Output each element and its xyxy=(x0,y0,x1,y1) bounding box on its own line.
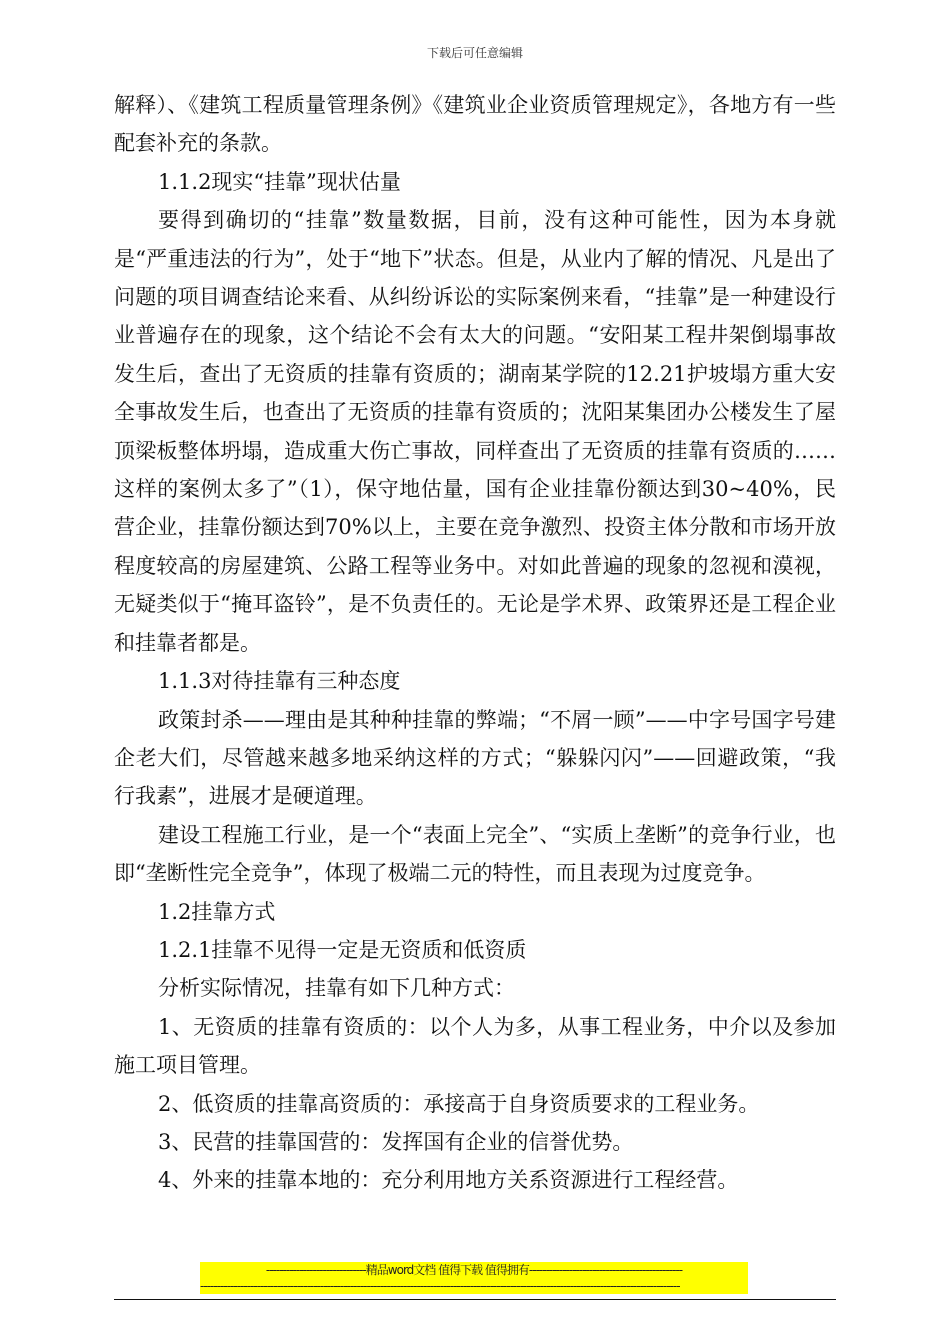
list-item: 2、低资质的挂靠高资质的：承接高于自身资质要求的工程业务。 xyxy=(158,1091,760,1116)
paragraph: 要得到确切的“挂靠”数量数据，目前，没有这种可能性，因为本身就是“严重违法的行为”，处于“地下”状态。但是，从业内了解的情况、凡是出了问题的项目调查结论来看、从纠纷诉讼的实际案例来看，“挂靠”是一种建设行业普遍存在的现象，这个结论不会有太大的问题。“安阳某工程井架倒塌事故发生后，查出了无资质的挂靠有资质的；湖南某学院的12.21护坡塌方重大安全事故发生后，也查出了无资质的挂靠有资质的；沈阳某集团办公楼发生了屋顶梁板整体坍塌，造成重大伤亡事故，同样查出了无资质的挂靠有资质的……这样的案例太多了”（1），保守地估量，国有企业挂靠份额达到30~40%，民营企业，挂靠份额达到70%以上，主要在竞争激烈、投资主体分散和市场开放程度较高的房屋建筑、公路工程等业务中。对如此普遍的现象的忽视和漠视，无疑类似于“掩耳盗铃”，是不负责任的。无论是学术界、政策界还是工程企业和挂靠者都是。 xyxy=(114,208,836,655)
section-heading: 1.1.2现实“挂靠”现状估量 xyxy=(158,169,401,194)
section-heading: 1.1.3对待挂靠有三种态度 xyxy=(158,669,401,694)
section-heading: 1.2.1挂靠不见得一定是无资质和低资质 xyxy=(158,937,527,962)
footer-dash-text: ------------------------------------------------------------------------------------------------------------------------------------------------ xyxy=(200,1279,680,1293)
paragraph: 解释）、《建筑工程质量管理条例》《建筑业企业资质管理规定》，各地方有一些配套补充的条款。 xyxy=(114,93,836,156)
paragraph: 分析实际情况，挂靠有如下几种方式： xyxy=(158,976,515,1001)
footer-dash-line xyxy=(200,1278,748,1294)
list-item: 4、外来的挂靠本地的：充分利用地方关系资源进行工程经营。 xyxy=(158,1168,739,1193)
bottom-rule xyxy=(114,1299,836,1300)
footer-banner xyxy=(200,1262,748,1278)
list-item: 3、民营的挂靠国营的：发挥国有企业的信誉优势。 xyxy=(158,1129,634,1154)
paragraph: 建设工程施工行业，是一个“表面上完全”、“实质上垄断”的竞争行业，也即“垄断性完全竞争”，体现了极端二元的特性，而且表现为过度竞争。 xyxy=(114,822,836,886)
page-header: 下载后可任意编辑 xyxy=(426,46,523,60)
document-body xyxy=(114,86,836,1200)
paragraph: 政策封杀——理由是其种种挂靠的弊端；“不屑一顾”——中字号国字号建企老大们，尽管越来越多地采纳这样的方式；“躲躲闪闪”——回避政策，“我行我素”，进展才是硬道理。 xyxy=(114,707,836,809)
footer-banner-text: ------------------------------精品word文档 值得下载 值得拥有---------------------------------------------- xyxy=(265,1263,683,1277)
section-heading: 1.2挂靠方式 xyxy=(158,899,276,924)
list-item: 1、无资质的挂靠有资质的：以个人为多，从事工程业务，中介以及参加施工项目管理。 xyxy=(114,1014,836,1078)
